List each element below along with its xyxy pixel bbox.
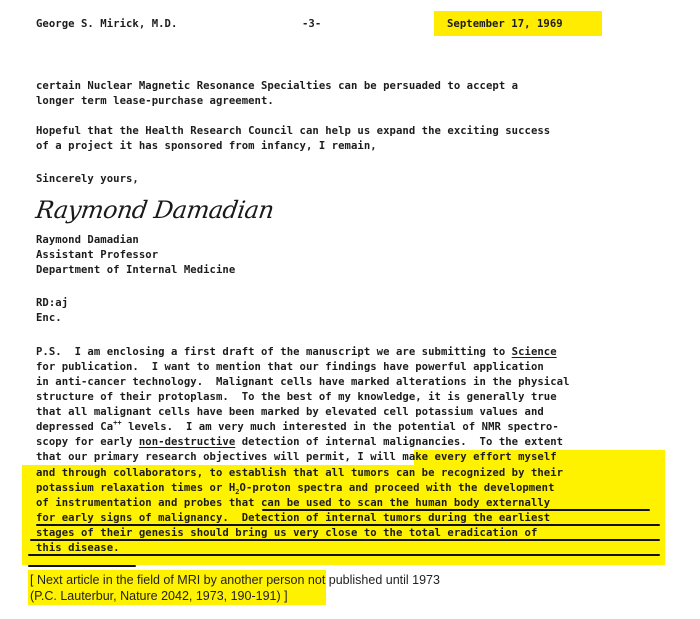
ps-line2: for publication. I want to mention that our findings have powerful application [36, 361, 544, 373]
reference-initials: RD:aj [36, 297, 69, 309]
letter-date: September 17, 1969 [447, 18, 563, 30]
ps-line9: and through collaborators, to establish that all tumors can be recognized by their [36, 467, 564, 479]
signer-title: Assistant Professor [36, 249, 159, 261]
handwritten-underline-5 [28, 565, 136, 567]
addressee: George S. Mirick, M.D. [36, 18, 178, 30]
handwritten-signature: Raymond Damadian [34, 196, 276, 224]
signer-department: Department of Internal Medicine [36, 264, 236, 276]
science-underlined: Science [511, 346, 557, 358]
signer-name: Raymond Damadian [36, 234, 139, 246]
ps-line10-pre: potassium relaxation times or H [36, 482, 236, 494]
ps-line1-text: P.S. I am enclosing a first draft of the manuscript we are submitting to [36, 346, 512, 358]
ps-line7-post: detection of internal malignancies. To the extent [235, 436, 564, 448]
ps-line4: structure of their protoplasm. To the best of my knowledge, it is generally true [36, 391, 557, 403]
ps-line1 [36, 345, 557, 360]
ps-line7-pre: scopy for early [36, 436, 139, 448]
ps-line3: in anti-cancer technology. Malignant cells have marked alterations in the physical [36, 376, 570, 388]
ps-line13: stages of their genesis should bring us very close to the total eradication of [36, 527, 538, 539]
closing: Sincerely yours, [36, 173, 139, 185]
ps-line12: for early signs of malignancy. Detection of internal tumors during the earliest [36, 512, 551, 524]
handwritten-underline-3 [30, 539, 660, 541]
non-destructive-underlined: non-destructive [138, 436, 236, 448]
page-number: -3- [302, 18, 322, 30]
handwritten-underline-4 [28, 554, 660, 556]
ps-line10-post: O-proton spectra and proceed with the development [239, 482, 555, 494]
water-subscript: 2 [235, 488, 240, 496]
ps-line6 [36, 420, 559, 435]
ps-line7 [36, 435, 563, 450]
annotation-line2: (P.C. Lauterbur, Nature 2042, 1973, 190-191) ] [30, 589, 288, 603]
annotation-line1: [ Next article in the field of MRI by another person not published until 1973 [30, 573, 440, 587]
ps-line14: this disease. [36, 542, 120, 554]
ps-line10 [36, 481, 555, 496]
ps-line6-post: levels. I am very much interested in the potential of NMR spectro- [121, 421, 559, 433]
ps-line11: of instrumentation and probes that can be used to scan the human body externally [36, 497, 551, 509]
calcium-charge: ++ [113, 419, 122, 427]
ps-line8 [36, 450, 557, 465]
handwritten-underline-2 [36, 524, 660, 526]
handwritten-underline-1 [262, 509, 650, 511]
para2-line2: of a project it has sponsored from infancy, I remain, [36, 140, 377, 152]
ps-line5: that all malignant cells have been marked by elevated cell potassium values and [36, 406, 544, 418]
para1-line1: certain Nuclear Magnetic Resonance Specialties can be persuaded to accept a [36, 80, 519, 92]
para1-line2: longer term lease-purchase agreement. [36, 95, 274, 107]
ps-line8-plain: that our primary research objectives will permit, [36, 451, 358, 463]
ps-line8-highlighted: I will make every effort myself [357, 451, 557, 463]
enclosure: Enc. [36, 312, 62, 324]
ps-line6-pre: depressed Ca [36, 421, 114, 433]
para2-line1: Hopeful that the Health Research Council can help us expand the exciting success [36, 125, 551, 137]
